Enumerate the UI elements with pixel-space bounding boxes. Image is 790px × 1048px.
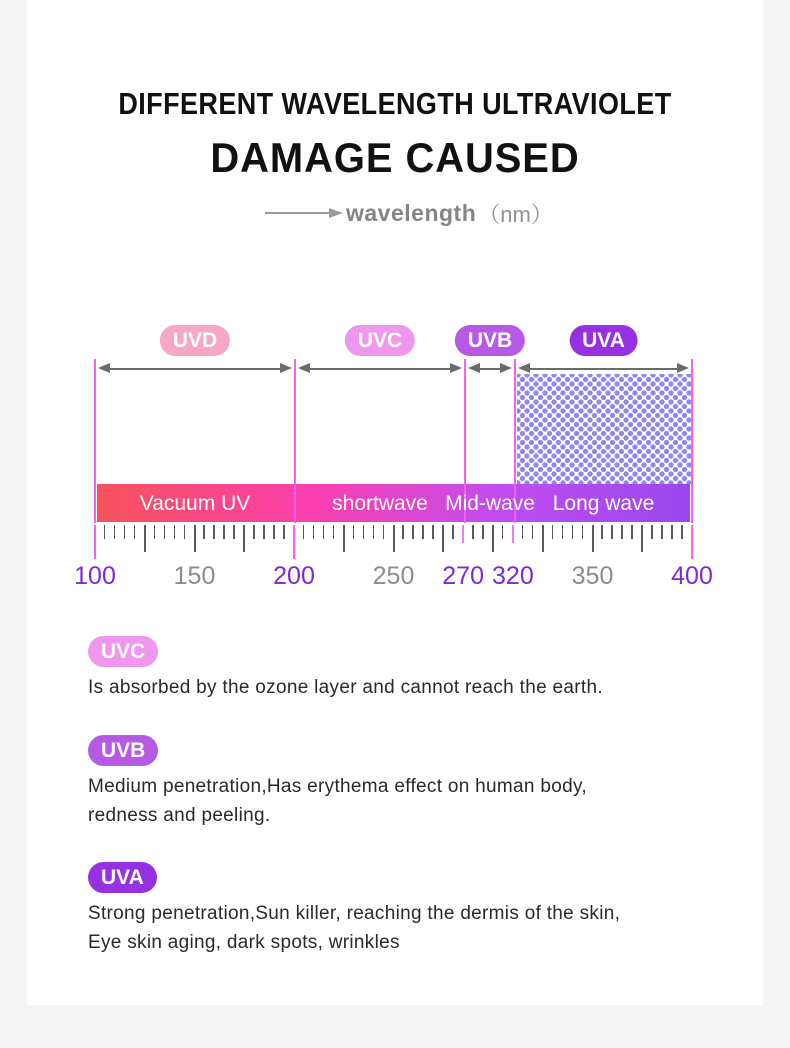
ruler-tick xyxy=(611,525,613,539)
ruler-tick xyxy=(661,525,663,539)
spectrum-boundary-line-4 xyxy=(691,359,693,523)
ruler-tick xyxy=(681,525,683,539)
range-arrow-uvb xyxy=(468,363,512,374)
uvb-badge: UVB xyxy=(88,735,158,766)
uva-dot-pattern xyxy=(517,374,691,484)
ruler-tick xyxy=(383,525,385,539)
ruler-label-100: 100 xyxy=(74,562,116,590)
ruler-tick xyxy=(184,525,186,539)
ruler-tick xyxy=(144,525,146,552)
arrow-line xyxy=(107,368,283,370)
ruler-tick xyxy=(134,525,136,539)
band-label-uvc: shortwave xyxy=(332,492,428,515)
ruler-tick xyxy=(353,525,355,539)
ruler-label-400: 400 xyxy=(671,562,713,590)
wavelength-label: wavelength xyxy=(346,199,477,226)
infographic-card xyxy=(27,0,763,1005)
ruler-tick xyxy=(482,525,484,539)
uva-badge: UVA xyxy=(88,862,157,893)
uv-spectrum-chart xyxy=(27,0,763,620)
ruler-tick xyxy=(502,525,504,539)
ruler-tick xyxy=(562,525,564,539)
ruler-tick xyxy=(333,525,335,539)
ruler-tick xyxy=(621,525,623,539)
ruler-tick xyxy=(343,525,345,552)
ruler-label-320: 320 xyxy=(492,562,534,590)
ruler-tick xyxy=(233,525,235,539)
uva-description-text-line1: Strong penetration,Sun killer, reaching the dermis of the skin, xyxy=(88,903,621,924)
ruler-tick xyxy=(631,525,633,539)
arrow-line xyxy=(527,368,680,370)
range-badge-uvb: UVB xyxy=(455,325,525,356)
ruler-tick xyxy=(293,525,295,559)
ruler-label-200: 200 xyxy=(273,562,315,590)
uva-description-text-line2: Eye skin aging, dark spots, wrinkles xyxy=(88,931,400,953)
ruler-tick xyxy=(601,525,603,539)
ruler-label-150: 150 xyxy=(173,562,216,590)
ruler-tick xyxy=(532,525,534,539)
ruler-tick xyxy=(582,525,584,539)
band-label-uvd: Vacuum UV xyxy=(139,492,251,515)
uvb-description-text-line1: Medium penetration,Has erythema effect on human body, xyxy=(88,776,587,797)
ruler-tick xyxy=(592,525,594,552)
ruler-tick xyxy=(194,525,196,552)
ruler-tick xyxy=(402,525,404,539)
ruler-tick xyxy=(522,525,524,539)
range-arrow-uva xyxy=(518,363,689,374)
band-label-uvb: Mid-wave xyxy=(445,492,535,515)
uvc-description-text: Is absorbed by the ozone layer and cannot reach the earth. xyxy=(88,677,603,698)
uvc-description-section xyxy=(88,636,718,703)
ruler-tick xyxy=(651,525,653,539)
ruler-label-250: 250 xyxy=(372,562,415,590)
arrowhead-right-icon xyxy=(450,363,462,373)
ruler-tick xyxy=(243,525,245,552)
uva-description-section xyxy=(88,862,718,957)
ruler-tick xyxy=(263,525,265,539)
ruler-tick xyxy=(174,525,176,539)
spectrum-boundary-line-1 xyxy=(294,359,296,523)
ruler-tick xyxy=(442,525,444,552)
ruler-tick xyxy=(104,525,106,539)
ruler-tick xyxy=(691,525,693,559)
ruler-tick xyxy=(462,525,464,543)
ruler-tick xyxy=(363,525,365,539)
ruler-label-270: 270 xyxy=(442,562,484,590)
uvb-description-section xyxy=(88,735,718,830)
range-badge-uvd: UVD xyxy=(160,325,230,356)
ruler-tick xyxy=(671,525,673,539)
ruler-tick xyxy=(303,525,305,539)
ruler-tick xyxy=(432,525,434,539)
ruler-tick xyxy=(213,525,215,539)
ruler-tick xyxy=(323,525,325,539)
ruler-tick xyxy=(94,525,96,559)
ruler-tick xyxy=(492,525,494,552)
title-line2: DAMAGE CAUSED xyxy=(210,134,580,181)
ruler-tick xyxy=(283,525,285,539)
range-arrow-uvc xyxy=(298,363,462,374)
arrowhead-right-icon xyxy=(280,363,292,373)
arrow-line xyxy=(307,368,453,370)
ruler-tick xyxy=(223,525,225,539)
ruler-tick xyxy=(253,525,255,539)
arrowhead-right-icon xyxy=(677,363,689,373)
uvc-badge: UVC xyxy=(88,636,158,667)
spectrum-boundary-line-0 xyxy=(94,359,96,523)
ruler-tick xyxy=(542,525,544,552)
ruler-tick xyxy=(313,525,315,539)
ruler-tick xyxy=(641,525,643,552)
ruler-tick xyxy=(273,525,275,539)
title-line1: DIFFERENT WAVELENGTH ULTRAVIOLET xyxy=(118,86,672,121)
ruler-tick xyxy=(552,525,554,539)
ruler-tick xyxy=(512,525,514,543)
range-arrow-uvd xyxy=(98,363,292,374)
ruler-tick xyxy=(373,525,375,539)
ruler-tick xyxy=(114,525,116,539)
ruler-tick xyxy=(572,525,574,539)
ruler-tick xyxy=(154,525,156,539)
ruler-tick xyxy=(203,525,205,539)
ruler-tick xyxy=(164,525,166,539)
ruler-tick xyxy=(412,525,414,539)
ruler-label-350: 350 xyxy=(571,562,614,590)
arrowhead-right-icon xyxy=(500,363,512,373)
uvb-description-text-line2: redness and peeling. xyxy=(88,804,271,826)
wavelength-unit: （nm） xyxy=(478,201,553,227)
ruler-tick xyxy=(472,525,474,539)
range-badge-uvc: UVC xyxy=(345,325,415,356)
ruler-tick xyxy=(422,525,424,539)
ruler-tick xyxy=(393,525,395,552)
band-label-uva: Long wave xyxy=(552,492,655,515)
range-badge-uva: UVA xyxy=(569,325,638,356)
ruler-tick xyxy=(452,525,454,539)
ruler-tick xyxy=(124,525,126,539)
